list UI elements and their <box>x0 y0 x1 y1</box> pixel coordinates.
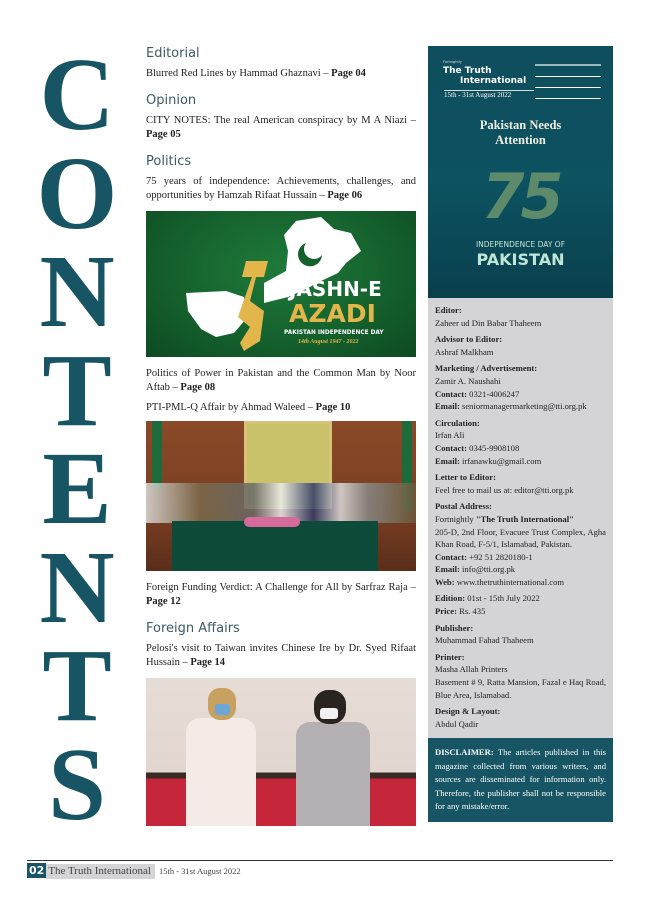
email-label: Email: <box>435 401 460 412</box>
person-right <box>296 722 370 826</box>
contents-letter: T <box>42 628 112 743</box>
editor-label: Editor: <box>435 305 462 315</box>
marketing-contact <box>435 388 606 401</box>
letter-label: Letter to Editor: <box>435 472 496 483</box>
postal-label: Postal Address: <box>435 501 492 512</box>
price-label: Price: <box>435 606 457 617</box>
circulation-label: Circulation: <box>435 417 480 428</box>
entry-title: Foreign Funding Verdict: A Challenge for All by Sarfraz Raja – <box>146 582 416 593</box>
circulation-name: Irfan Ali <box>435 430 465 441</box>
entry-title: PTI-PML-Q Affair by Ahmad Waleed – <box>146 402 316 413</box>
cover-teasers <box>535 60 601 100</box>
section-heading: Opinion <box>146 93 197 108</box>
printer-address: Basement # 9, Ratta Mansion, Fazal e Haq Road, Blue Area, Islamabad. <box>435 677 606 700</box>
entry-title: 75 years of independence: Achievements, challenges, and opportunities by Hamzah Rifaat Hussain – <box>146 176 416 201</box>
toc-entry[interactable] <box>146 114 416 142</box>
contents-list <box>146 46 416 836</box>
masthead-info <box>428 298 613 738</box>
web-line <box>435 576 606 589</box>
postal-prefix: Fortnightly <box>435 513 476 524</box>
banner-line1: JASHN-E <box>289 277 382 301</box>
postal-line1 <box>435 513 606 526</box>
section-heading: Politics <box>146 154 192 169</box>
toc-entry[interactable] <box>146 581 416 609</box>
publisher-name: Muhammad Fahad Thaheem <box>435 635 534 646</box>
page-footer <box>27 860 613 877</box>
email-link[interactable]: irfanawku@gmail.com <box>461 455 542 466</box>
flag-left <box>152 421 162 491</box>
magazine-cover <box>428 46 613 298</box>
footer-magazine: The Truth International <box>46 864 155 879</box>
entry-title: Blurred Red Lines by Hammad Ghaznavi – <box>146 68 332 79</box>
banner-line2: AZADI <box>289 299 376 328</box>
cover-headline-line2: Attention <box>495 133 546 147</box>
price-value: Rs. 435 <box>459 606 486 617</box>
toc-entry[interactable] <box>146 367 416 395</box>
letter-text: Feel free to mail us at: editor@tti.org.pk <box>435 484 574 495</box>
banner-line4: 14th August 1947 - 2022 <box>298 339 359 345</box>
advisor-label: Advisor to Editor: <box>435 334 503 345</box>
toc-entry[interactable] <box>146 401 416 415</box>
contact-label: Contact: <box>435 442 467 453</box>
contents-letter: O <box>36 135 118 251</box>
contents-letter: S <box>48 726 106 842</box>
face-mask <box>320 708 338 719</box>
design-name: Abdul Qadir <box>435 718 479 729</box>
edition-line <box>435 592 606 605</box>
circulation-email <box>435 455 606 468</box>
postal-address: 205-D, 2nd Floor, Evacuee Trust Complex, Agha Khan Road, F-5/1, Islamabad, Pakistan. <box>435 526 606 550</box>
contents-letter: E <box>42 431 112 546</box>
contact-value: 0345-9908108 <box>469 442 520 453</box>
toc-entry[interactable] <box>146 67 416 81</box>
entry-title: CITY NOTES: The real American conspiracy by M A Niazi – <box>146 115 416 126</box>
footer-dates: 15th - 31st August 2022 <box>158 866 241 876</box>
cover-subtitle: INDEPENDENCE DAY OF <box>475 240 566 249</box>
cover-title1: The Truth <box>443 66 492 76</box>
face-mask <box>215 704 230 715</box>
cover-dates: 15th - 31st August 2022 <box>444 90 534 99</box>
section-heading: Foreign Affairs <box>146 621 240 636</box>
contact-label: Contact: <box>435 388 467 399</box>
postal-email <box>435 563 606 576</box>
contents-title <box>22 37 132 842</box>
design-label: Design & Layout: <box>435 706 501 717</box>
web-link[interactable]: www.thetruthinternational.com <box>456 576 565 587</box>
printer-name: Masha Allah Printers <box>435 664 508 675</box>
email-link[interactable]: info@tti.org.pk <box>461 564 516 575</box>
advisor-name: Ashraf Malkham <box>435 346 494 357</box>
editor-name: Zaheer ud Din Babar Thaheem <box>435 317 542 328</box>
postal-contact <box>435 551 606 564</box>
entry-page: Page 14 <box>190 657 226 668</box>
entry-page: Page 05 <box>146 129 181 140</box>
entry-page: Page 06 <box>327 190 363 201</box>
contents-letter: N <box>39 234 115 349</box>
edition-label: Edition: <box>435 593 466 604</box>
section-heading: Editorial <box>146 46 200 61</box>
disclaimer-text: The articles published in this magazine collected from various writers, and sources are disseminated for information only. Therefore, the publisher shall not be responsible for any mistake/error. <box>435 747 606 812</box>
email-label: Email: <box>435 564 460 575</box>
cover-kicker: Fortnightly <box>443 60 462 64</box>
contents-letter: N <box>39 529 115 645</box>
disclaimer-label: DISCLAIMER: <box>435 747 494 758</box>
marketing-name: Zamir A. Naushahi <box>435 375 501 386</box>
email-link[interactable]: seniormanagermarketing@tti.org.pk <box>461 401 587 412</box>
contact-label: Contact: <box>435 551 467 562</box>
banner-line3: PAKISTAN INDEPENDENCE DAY <box>284 330 384 336</box>
contact-value: +92 51 2820180-1 <box>469 551 533 562</box>
printer-label: Printer: <box>435 651 465 662</box>
sidebar <box>428 46 613 822</box>
flowers <box>244 517 300 527</box>
web-label: Web: <box>435 576 455 587</box>
cover-country: PAKISTAN <box>476 250 565 269</box>
cover-headline-line1: Pakistan Needs <box>479 118 562 132</box>
pelosi-taiwan-photo <box>146 678 416 826</box>
entry-page: Page 08 <box>180 382 216 393</box>
person-left <box>186 718 256 826</box>
circulation-contact <box>435 442 606 455</box>
press-conference-photo <box>146 421 416 571</box>
jashn-e-azadi-banner <box>146 211 416 357</box>
marketing-email <box>435 400 606 413</box>
price-line <box>435 605 606 618</box>
postal-name: "The Truth International" <box>475 513 574 524</box>
cover-title2: International <box>460 76 527 86</box>
entry-title: Politics of Power in Pakistan and the Common Man by Noor Aftab – <box>146 368 416 393</box>
cover-number: 75 <box>481 160 560 233</box>
toc-entry[interactable] <box>146 175 416 203</box>
marketing-label: Marketing / Advertisement: <box>435 363 538 374</box>
edition-value: 01st - 15th July 2022 <box>467 593 540 604</box>
page-number: 02 <box>29 864 45 877</box>
green-table <box>172 521 378 571</box>
entry-page: Page 12 <box>146 596 181 607</box>
toc-entry[interactable] <box>146 642 416 670</box>
contents-letter: C <box>39 37 115 152</box>
contents-letter: T <box>42 332 112 448</box>
seventy-five-mark <box>238 261 268 351</box>
entry-page: Page 04 <box>331 68 366 79</box>
entry-title: Pelosi's visit to Taiwan invites Chinese Ire by Dr. Syed Rifaat Hussain – <box>146 643 416 668</box>
disclaimer <box>428 738 613 822</box>
email-label: Email: <box>435 455 460 466</box>
publisher-label: Publisher: <box>435 622 474 633</box>
contact-value: 0321-4006247 <box>469 388 520 399</box>
entry-page: Page 10 <box>315 402 351 413</box>
